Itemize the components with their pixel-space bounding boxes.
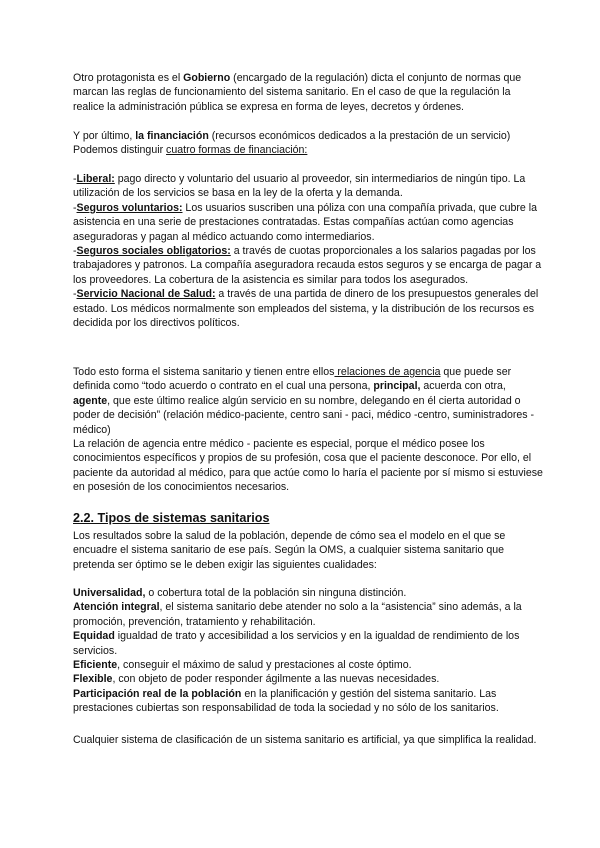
text: Cualquier sistema de clasificación de un sistema sanitario es artificial, ya que simplifica la realidad. — [73, 734, 537, 746]
qualities-list — [73, 586, 543, 716]
dash: - — [73, 245, 77, 258]
text: que puede ser definida como “todo acuerdo o contrato en el cual una persona, — [73, 366, 512, 393]
quality-text: o cobertura total de la población sin ninguna distinción. — [145, 587, 407, 599]
quality-term: Atención integral — [73, 601, 160, 614]
section-heading: 2.2. Tipos de sistemas sanitarios — [73, 511, 270, 525]
underlined-phrase: cuatro formas de financiación: — [166, 144, 308, 157]
quality-text: en la planificación y gestión del sistema sanitario. Las prestaciones cubiertas son responsabilidad de toda la sociedad y no sólo de los sanitarios. — [73, 687, 499, 715]
financiacion-paragraph — [73, 129, 543, 158]
financing-text: Los usuarios suscriben una póliza con una compañía privada, que cubre la asistencia en una serie de prestaciones contratadas. Estas compañías actúan como agencias aseguradoras y pagan al médico actuando como intermediarios. — [73, 201, 538, 243]
financing-term: Seguros sociales obligatorios: — [76, 245, 231, 258]
quality-term: Universalidad, — [73, 587, 146, 599]
text: acuerda con otra, — [420, 380, 506, 393]
financing-list — [73, 172, 543, 330]
dash: - — [73, 288, 77, 301]
financing-text: pago directo y voluntario del usuario al proveedor, sin intermediarios de ningún tipo. La utilización de los servicios se basa en la ley de la oferta y la demanda. — [73, 173, 526, 200]
text: , que este último realice algún servicio en su nombre, delegando en él cierta autoridad o poder de decisión” (relación médico-paciente, centro sani - paci, médico -centro, suministradores - médico) — [73, 394, 535, 436]
quality-text: , conseguir el máximo de salud y prestaciones al coste óptimo. — [117, 659, 412, 672]
financing-item — [73, 287, 543, 330]
financing-item — [73, 201, 543, 244]
agency-explanation: La relación de agencia entre médico - paciente es especial, porque el médico posee los conocimientos específicos y propios de su profesión, cosa que el paciente desconoce. Por ello, el paciente da autoridad al médico, para que actúe como lo haría el paciente por sí mismo si estuviese en posesión de los conocimientos necesarios. — [73, 438, 543, 494]
text: Los resultados sobre la salud de la población, depende de cómo sea el modelo en el que se encuadre el sistema sanitario de ese país. Según la OMS, a cualquier sistema sanitario que pretenda ser óptimo se le deben exigir las siguientes cualidades: — [73, 530, 506, 571]
text: (encargado de la regulación) dicta el conjunto de normas que marcan las reglas de funcionamiento del sistema sanitario. En el caso de que la regulación la realice la administración pública se expresa en forma de leyes, decretos y órdenes. — [73, 72, 522, 113]
dash: - — [73, 173, 77, 185]
quality-term: Flexible — [73, 673, 113, 686]
text: Todo esto forma el sistema sanitario y tienen entre ellos — [73, 366, 335, 378]
quality-text: , con objeto de poder responder ágilmente a las nuevas necesidades. — [112, 673, 440, 686]
section-heading-block — [73, 511, 543, 525]
quality-item — [73, 586, 543, 600]
quality-term: Equidad — [73, 630, 115, 643]
financing-term: Servicio Nacional de Salud: — [76, 288, 216, 301]
financing-term: Seguros voluntarios: — [76, 201, 183, 214]
financing-item — [73, 244, 543, 287]
financing-item — [73, 172, 543, 201]
quality-item — [73, 687, 543, 716]
quality-term: Participación real de la población — [73, 687, 242, 700]
text: Otro protagonista es el — [73, 72, 184, 84]
dash: - — [73, 201, 77, 214]
text: (recursos económicos dedicados a la prestación de un servicio) Podemos distinguir — [73, 130, 511, 157]
financing-text: a través de una partida de dinero de los presupuestos generales del estado. Los médicos normalmente son empleados del sistema, y la distribución de los recursos es decidida por los directivos políticos. — [73, 288, 539, 330]
financing-text: a través de cuotas proporcionales a los salarios pagadas por los trabajadores y patronos. La compañía aseguradora recauda estos seguros y se encarga de pagar a los proveedores. La cobertura de la asistencia es similar para todos los asegurados. — [73, 245, 542, 286]
quality-item — [73, 600, 543, 629]
agency-paragraph — [73, 365, 543, 495]
quality-text: igualdad de trato y accesibilidad a los servicios y en la igualdad de rendimiento de los servicios. — [73, 630, 520, 657]
bold-term: Gobierno — [183, 72, 231, 84]
bold-term: principal, — [373, 380, 421, 393]
bold-term: la financiación — [135, 130, 209, 142]
text: Y por último, — [73, 130, 136, 142]
quality-item — [73, 658, 543, 672]
quality-item — [73, 672, 543, 686]
quality-text: , el sistema sanitario debe atender no solo a la “asistencia” sino además, a la promoción, prevención, tratamiento y rehabilitación. — [73, 601, 522, 628]
closing-paragraph — [73, 733, 543, 747]
gobierno-paragraph — [73, 71, 543, 114]
quality-term: Eficiente — [73, 659, 118, 672]
financing-term: Liberal: — [76, 173, 115, 185]
underlined-phrase: relaciones de agencia — [334, 366, 441, 378]
section-intro — [73, 529, 543, 572]
bold-term: agente — [73, 394, 108, 407]
quality-item — [73, 629, 543, 658]
